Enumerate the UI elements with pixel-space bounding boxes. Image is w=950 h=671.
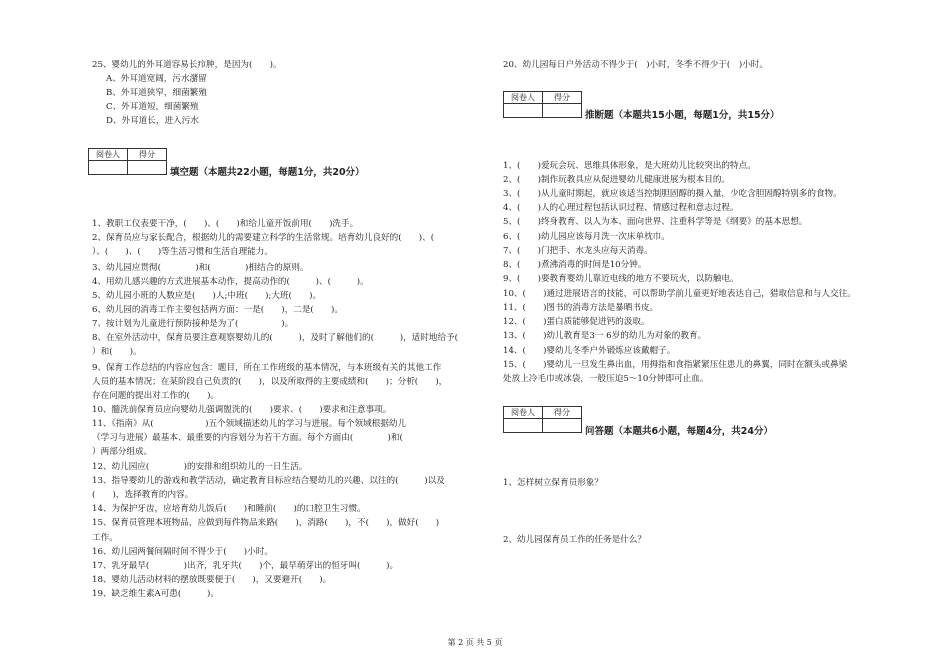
judge-question-line: 5、( )终身教育、以人为本、面向世界、注重科学等是《纲要》的基本思想。 bbox=[503, 217, 808, 227]
fill-question-line: ( )，选择教育的内容。 bbox=[92, 490, 194, 500]
judge-question-line: 3、( )从儿童时期起，就应该适当控制胆固醇的摄入量，少吃含胆固醇特别多的食物。 bbox=[503, 189, 842, 199]
judge-question-line: 12、( )蛋白质能够促进钙的汲取。 bbox=[503, 317, 650, 327]
section-title-judge: 推断题（本题共15小题，每题1分，共15分） bbox=[585, 110, 780, 121]
fill-question-line: 12、幼儿园应( )的安排和组织幼儿的一日生活。 bbox=[92, 462, 308, 472]
score-box-grader-label: 阅卷人 bbox=[504, 407, 543, 419]
fill-question-line: （学习与进展）最基本、最重要的内容划分为若干方面。每个方面由( )和( bbox=[92, 433, 403, 443]
fill-question-line: 9、保育工作总结的内容应包含：题目，所在工作班级的基本情况，与本班级有关的其他工作 bbox=[92, 363, 442, 373]
score-box-score-cell[interactable] bbox=[128, 161, 167, 175]
fill-question-line: 18、婴幼儿活动材料的摆放既要便于( )，又要避开( )。 bbox=[92, 575, 332, 585]
section-title-fill: 填空题（本题共22小题，每题1分，共20分） bbox=[170, 167, 365, 178]
q20: 20、幼儿园每日户外活动不得少于( )小时，冬季不得少于( )小时。 bbox=[503, 60, 768, 70]
score-box-judge bbox=[503, 91, 582, 118]
score-box-score-cell[interactable] bbox=[543, 419, 582, 433]
fill-question-line: 4、用幼儿感兴趣的方式进展基本动作，提高动作的( )、( )。 bbox=[92, 277, 369, 287]
fill-question-line: 17、乳牙最早( )出齐，乳牙共( )个，最早萌芽出的恒牙叫( )。 bbox=[92, 561, 399, 571]
score-box-qa bbox=[503, 406, 582, 433]
fill-question-line: 1、教职工仪表要干净，( )、( )和给儿童开饭前用( )洗手。 bbox=[92, 219, 359, 229]
judge-question-line: 2、( )制作玩教具应从促进婴幼儿健康进展为根本目的。 bbox=[503, 175, 731, 185]
judge-question-line: 15、( )婴幼儿一旦发生鼻出血，用拇指和食指紧紧压住患儿的鼻翼，同时在额头或鼻梁 bbox=[503, 360, 848, 370]
fill-question-line: 6、幼儿园的消毒工作主要包括两方面：一是( )，二是( )。 bbox=[92, 305, 343, 315]
judge-question-line: 1、( )爱玩会玩、思维具体形象，是大班幼儿比较突出的特点。 bbox=[503, 161, 756, 171]
qa-question-2: 2、幼儿园保育员工作的任务是什么？ bbox=[503, 535, 646, 545]
score-box-score-label: 得分 bbox=[543, 92, 582, 104]
q25-stem: 25、婴幼儿的外耳道容易长疖肿，是因为( )。 bbox=[92, 60, 282, 70]
section-title-qa: 问答题（本题共6小题，每题4分，共24分） bbox=[585, 426, 773, 437]
score-box-score-label: 得分 bbox=[128, 149, 167, 161]
judge-question-line: 9、( )要教育婴幼儿靠近电线的地方不要玩火，以防触电。 bbox=[503, 274, 739, 284]
fill-question-line: 19、缺乏维生素A可患( )。 bbox=[92, 589, 219, 599]
fill-question-line: ）两部分组成。 bbox=[92, 447, 153, 457]
judge-question-line: 13、( )幼儿教育是3一 6岁的幼儿为对象的教育。 bbox=[503, 331, 707, 341]
score-box-grader-cell[interactable] bbox=[504, 104, 543, 118]
fill-question-line: 工作。 bbox=[92, 533, 118, 543]
fill-question-line: 5、幼儿园小班的人数应是( )人;中班( );大班( )。 bbox=[92, 291, 322, 301]
judge-question-line: 10、( )通过进展语言的技能，可以帮助学前儿童更好地表达自己，猎取信息和与人交往。 bbox=[503, 289, 856, 299]
score-box-fill bbox=[88, 148, 167, 175]
q25-option-b: B、外耳道狭窄，细菌繁殖 bbox=[106, 88, 207, 98]
fill-question-line: 16、幼儿园两餐间隔时间不得少于( )小时。 bbox=[92, 547, 273, 557]
score-box-score-label: 得分 bbox=[543, 407, 582, 419]
fill-question-line: 人员的基本情况；在某阶段自己负责的( )，以及所取得的主要成绩和( )；分析( )， bbox=[92, 377, 448, 387]
q25-option-c: C、外耳道短，细菌繁殖 bbox=[106, 102, 199, 112]
judge-question-line: 处放上冷毛巾或冰袋，一般压迫5～10分钟即可止血。 bbox=[503, 374, 709, 384]
fill-question-line: 14、为保护牙齿，应培育幼儿饭后( )和睡前( )的口腔卫生习惯。 bbox=[92, 504, 366, 514]
score-box-score-cell[interactable] bbox=[543, 104, 582, 118]
fill-question-line: 11、《指南》从( )五个领域描述幼儿的学习与进展。每个领域根据幼儿 bbox=[92, 419, 407, 429]
score-box-grader-label: 阅卷人 bbox=[504, 92, 543, 104]
score-box-grader-label: 阅卷人 bbox=[89, 149, 128, 161]
fill-question-line: 存在问题的提出对工作的( )。 bbox=[92, 391, 220, 401]
judge-question-line: 8、( )煮沸消毒的时间是10分钟。 bbox=[503, 260, 647, 270]
fill-question-line: 15、保育员管理本班物品，应做到每件物品来路( )，消路( )，不( )，做好( ) bbox=[92, 518, 440, 528]
judge-question-line: 14、( )婴幼儿冬季户外锻炼应该戴帽子。 bbox=[503, 346, 676, 356]
fill-question-line: 2、保育员应与家长配合，根据幼儿的需要建立科学的生活常规。培育幼儿良好的( )、( bbox=[92, 233, 435, 243]
judge-question-line: 6、( )幼儿园应该每月洗一次床单枕巾。 bbox=[503, 232, 670, 242]
q25-option-a: A、外耳道宽阔，污水潴留 bbox=[106, 74, 207, 84]
judge-question-line: 11、( )图书的消毒方法是暴晒书皮。 bbox=[503, 303, 659, 313]
q25-option-d: D、外耳道长，进入污水 bbox=[106, 116, 199, 126]
score-box-grader-cell[interactable] bbox=[504, 419, 543, 433]
fill-question-line: ）、( )、( )等生活习惯和生活自理能力。 bbox=[92, 247, 273, 257]
page-footer: 第 2 页 共 5 页 bbox=[447, 638, 503, 647]
fill-question-line: ）和( )。 bbox=[92, 347, 142, 357]
fill-question-line: 13、指导婴幼儿的游戏和教学活动，确定教育目标应结合婴幼儿的兴趣、以往的( )以及 bbox=[92, 476, 445, 486]
qa-question-1: 1、怎样树立保育员形象？ bbox=[503, 478, 603, 488]
fill-question-line: 8、在室外活动中，保育员要注意观察婴幼儿的( )，及时了解他们的( )，适时地给予( bbox=[92, 333, 458, 343]
fill-question-line: 3、幼儿园应贯彻( )和( )相结合的原则。 bbox=[92, 263, 309, 273]
fill-question-line: 10、髓洗前保育员应向婴幼儿强调盥洗的( )要求、( )要求和注意事项。 bbox=[92, 405, 392, 415]
judge-question-line: 4、( )人的心理过程包括认识过程、情感过程和意志过程。 bbox=[503, 203, 739, 213]
score-box-grader-cell[interactable] bbox=[89, 161, 128, 175]
fill-question-line: 7、按计划为儿童进行预防接种是为了( )。 bbox=[92, 319, 294, 329]
judge-question-line: 7、( )门把手、水龙头应每天消毒。 bbox=[503, 246, 653, 256]
